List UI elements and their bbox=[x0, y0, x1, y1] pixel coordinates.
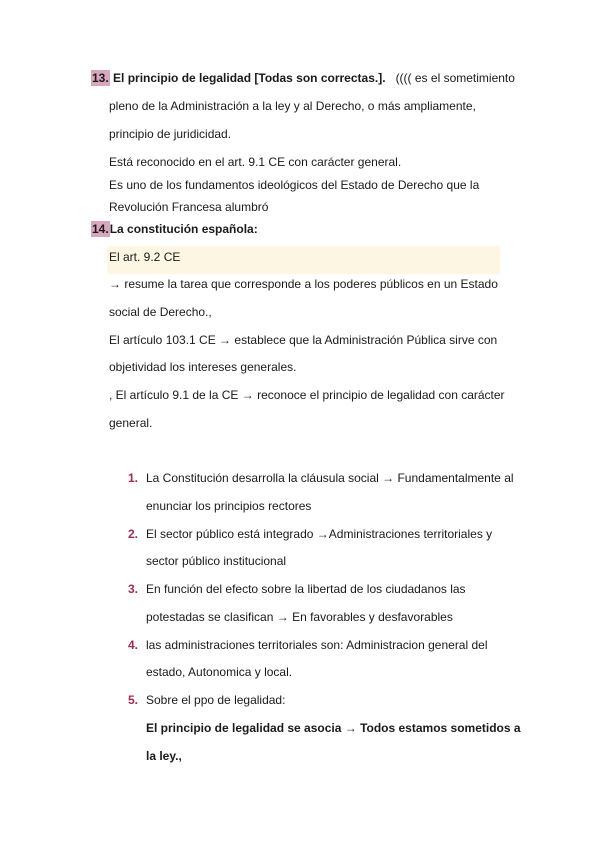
text-line: Revolución Francesa alumbró bbox=[109, 200, 269, 214]
list-item bbox=[128, 637, 488, 653]
list-number: 5. bbox=[128, 693, 139, 707]
list-text-continued: enunciar los principios rectores bbox=[146, 499, 312, 513]
text-line: , El artículo 9.1 de la CE → reconoce el principio de legalidad con carácter bbox=[109, 388, 505, 402]
bold-statement: la ley., bbox=[146, 749, 182, 763]
list-text-continued: estado, Autonomica y local. bbox=[146, 665, 293, 679]
text-line: Está reconocido en el art. 9.1 CE con carácter general. bbox=[109, 155, 402, 169]
list-number: 2. bbox=[128, 527, 139, 541]
list-number: 4. bbox=[128, 638, 139, 652]
list-text-continued: potestadas se clasifican → En favorables y desfavorables bbox=[146, 610, 453, 624]
text-line: El artículo 103.1 CE → establece que la Administración Pública sirve con bbox=[109, 333, 498, 347]
list-item bbox=[128, 692, 285, 708]
question-14-heading bbox=[91, 221, 258, 237]
list-text: Sobre el ppo de legalidad: bbox=[146, 693, 286, 707]
question-title: El principio de legalidad [Todas son correctas.]. bbox=[113, 71, 386, 85]
list-text: las administraciones territoriales son: Administracion general del bbox=[146, 638, 488, 652]
question-number: 13. bbox=[92, 71, 109, 85]
text-line: → resume la tarea que corresponde a los poderes públicos en un Estado bbox=[109, 277, 498, 291]
question-number: 14. bbox=[92, 222, 109, 236]
list-text: El sector público está integrado →Administraciones territoriales y bbox=[146, 527, 493, 541]
text-line: pleno de la Administración a la ley y al Derecho, o más ampliamente, bbox=[109, 99, 476, 113]
list-item bbox=[128, 581, 466, 597]
list-item bbox=[128, 470, 514, 486]
question-text: (((( es el sometimiento bbox=[395, 71, 515, 85]
text-line: El art. 9.2 CE bbox=[109, 250, 181, 264]
list-number: 3. bbox=[128, 582, 139, 596]
text-line: Es uno de los fundamentos ideológicos del Estado de Derecho que la bbox=[109, 178, 480, 192]
text-line: principio de juridicidad. bbox=[109, 127, 232, 141]
list-text: La Constitución desarrolla la cláusula social → Fundamentalmente al bbox=[146, 471, 514, 485]
list-number: 1. bbox=[128, 471, 139, 485]
list-text: En función del efecto sobre la libertad de los ciudadanos las bbox=[146, 582, 466, 596]
question-title: La constitución española: bbox=[109, 222, 258, 236]
text-line: objetividad los intereses generales. bbox=[109, 360, 297, 374]
question-13-heading bbox=[91, 70, 515, 86]
list-text-continued: sector público institucional bbox=[146, 554, 287, 568]
text-line: general. bbox=[109, 416, 153, 430]
bold-statement: El principio de legalidad se asocia → Todos estamos sometidos a bbox=[146, 721, 521, 735]
text-line: social de Derecho., bbox=[109, 305, 212, 319]
list-item bbox=[128, 526, 492, 542]
